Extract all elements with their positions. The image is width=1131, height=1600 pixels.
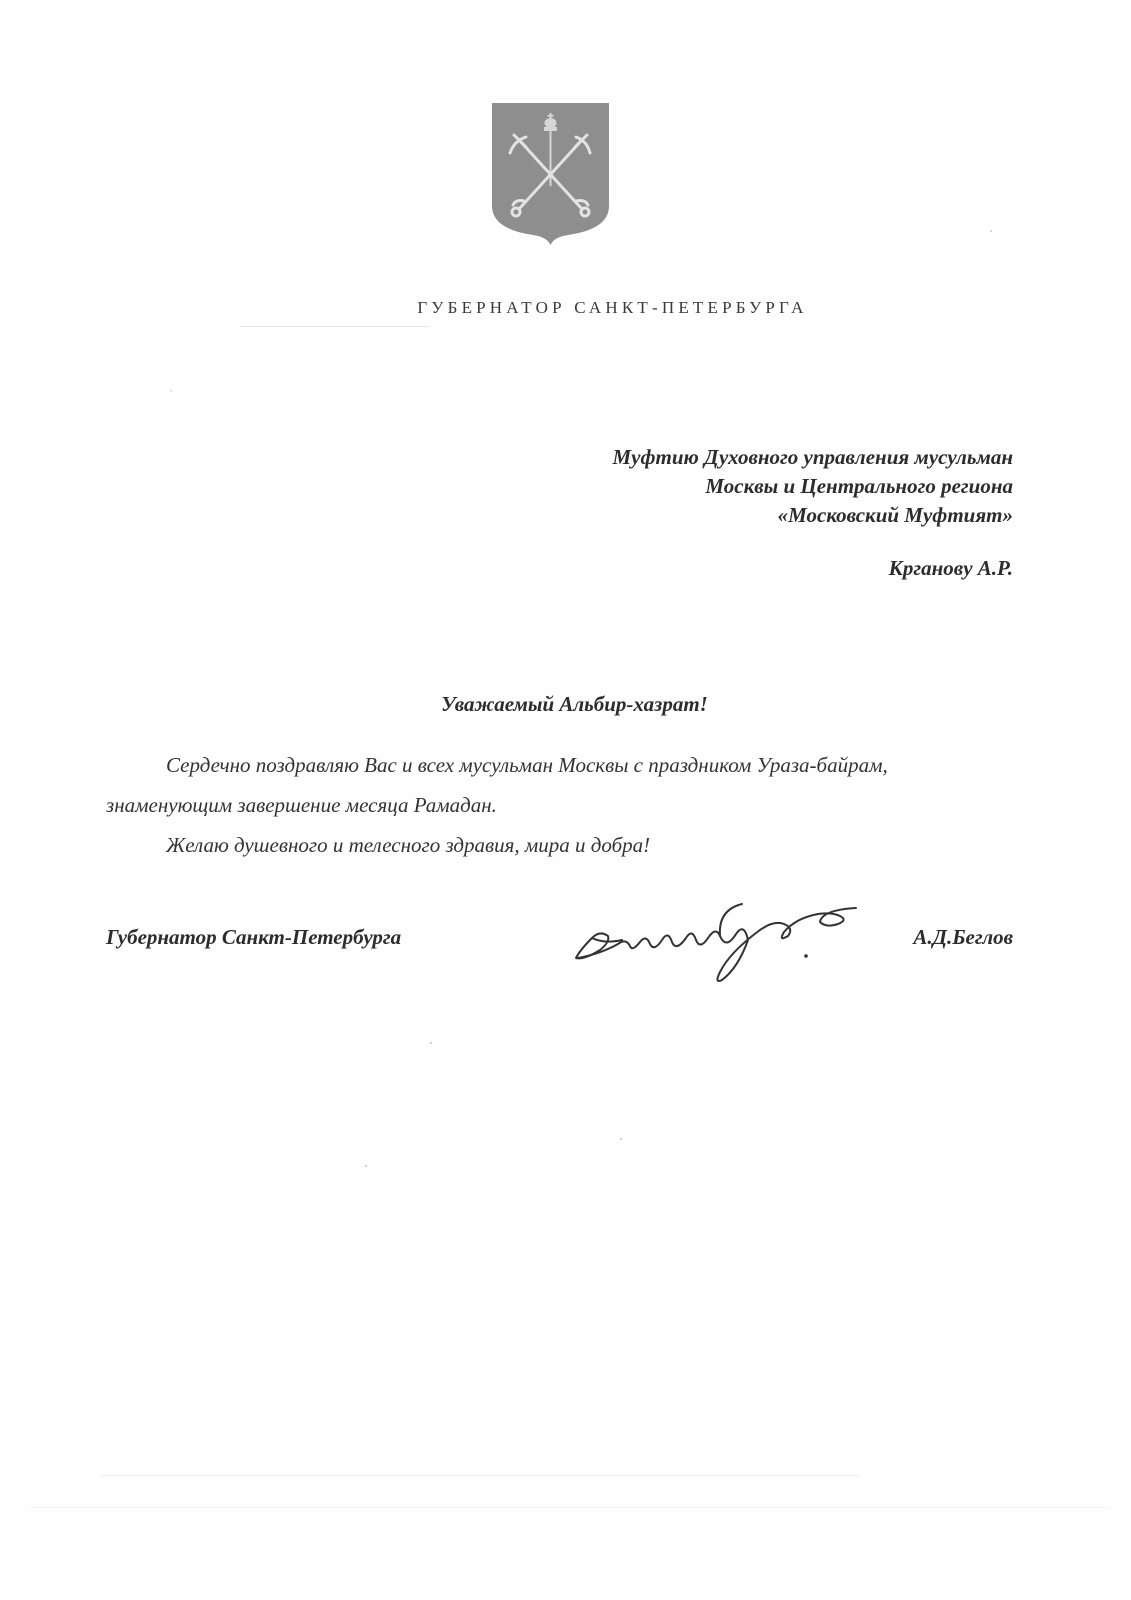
scan-artifact [620, 1138, 622, 1140]
coat-of-arms-emblem [490, 101, 611, 246]
body-paragraph: Желаю душевного и телесного здравия, мира и добра! [166, 833, 651, 857]
recipient-line: Москвы и Центрального региона [705, 474, 1013, 498]
scan-artifact [430, 1042, 432, 1044]
signatory-position: Губернатор Санкт-Петербурга [106, 925, 402, 949]
recipient-block [613, 443, 1014, 530]
recipient-name: Крганову А.Р. [888, 556, 1013, 580]
salutation-text: Уважаемый Альбир-хазрат! [441, 692, 708, 716]
scan-artifact [30, 1507, 1110, 1508]
scan-artifact [170, 390, 172, 392]
scan-artifact [240, 326, 430, 327]
letter-body [106, 745, 1006, 865]
recipient-line: Муфтию Духовного управления мусульман [612, 445, 1013, 469]
recipient-line: «Московский Муфтият» [777, 503, 1013, 527]
body-paragraph-line: Сердечно поздравляю Вас и всех мусульман Москвы с праздником Ураза-байрам, [166, 753, 888, 777]
scan-artifact [100, 1475, 860, 1476]
letterhead-title-text: ГУБЕРНАТОР САНКТ-ПЕТЕРБУРГА [417, 298, 808, 317]
signatory-name: А.Д.Беглов [913, 925, 1013, 949]
body-paragraph-line: знаменующим завершение месяца Рамадан. [106, 793, 497, 817]
handwritten-signature [570, 880, 870, 990]
scan-artifact [365, 1165, 367, 1167]
letterhead-title [0, 298, 1131, 318]
scan-artifact [990, 230, 992, 232]
salutation [0, 692, 1131, 717]
